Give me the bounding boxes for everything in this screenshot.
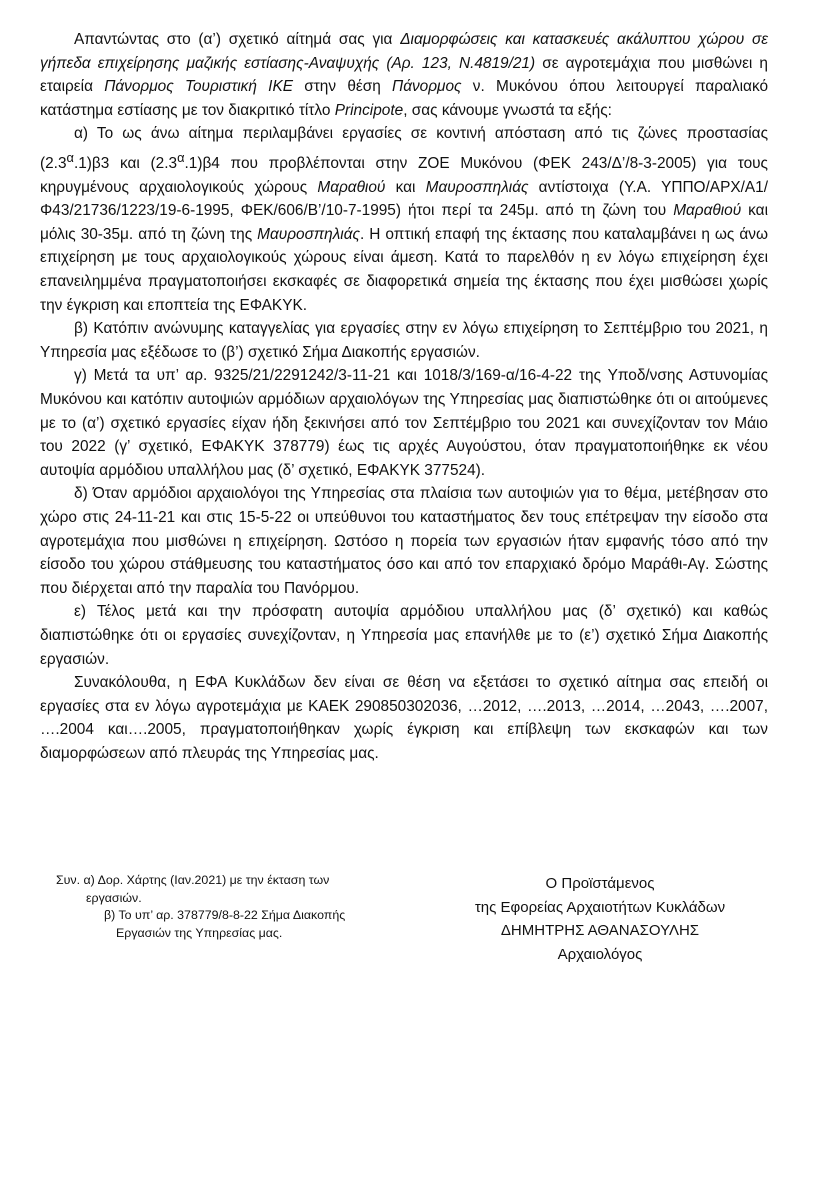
paragraph-c: γ) Μετά τα υπ’ αρ. 9325/21/2291242/3-11-21 και 1018/3/169-α/16-4-22 της Υποδ/νσης Αστυνομίας Μυκόνου και κατόπιν αυτοψιών αρμόδιων αρχαιολόγων της Υπηρεσίας μας διαπιστώθηκε ότι οι αιτούμενες με το (α’) σχετικό εργασίες είχαν ήδη ξεκινήσει από τον Σεπτέμβριο του 2021 και συνεχίζονταν τον Μάιο του 2022 (γ’ σχετικό, ΕΦΑΚΥΚ 378779) έως τις αρχές Αυγούστου, όταν πραγματοποιήθηκε εκ νέου αυτοψία αρμόδιου υπαλλήλου μας (δ’ σχετικό, ΕΦΑΚΥΚ 377524). — [40, 367, 768, 479]
signatory-office: της Εφορείας Αρχαιοτήτων Κυκλάδων — [474, 898, 726, 916]
paragraph-d: δ) Όταν αρμόδιοι αρχαιολόγοι της Υπηρεσίας στα πλαίσια των αυτοψιών για το θέμα, μετέβησαν στο χώρο στις 24-11-21 και στις 15-5-22 οι υπεύθυνοι του καταστήματος δεν τους επέτρεψαν την είσοδο στα αγροτεμάχια που μισθώνει η επιχείρηση. Ωστόσο η πορεία των εργασιών ήταν εμφανής τόσο από την είσοδο του χώρου στάθμευσης του καταστήματος όσο και από τον επαρχιακό δρόμο Μαράθι-Αγ. Σώστης που διέρχεται από την παραλία του Πανόρμου. — [40, 485, 768, 597]
conclusion-paragraph: Συνακόλουθα, η ΕΦΑ Κυκλάδων δεν είναι σε θέση να εξετάσει το σχετικό αίτημα σας επειδή οι εργασίες στα εν λόγω αγροτεμάχια με ΚΑΕΚ 290850302036, …2012, ….2013, …2014, …2043, ….2007, ….2004 και….2005, πραγματοποιήθηκαν χωρίς έγκριση και επίβλεψη των εκσκαφών και των διαμορφώσεων από πλευράς της Υπηρεσίας μας. — [40, 674, 768, 762]
signature-block — [450, 872, 750, 966]
business-title: Principote — [334, 101, 404, 119]
attachment-item: β) Το υπ’ αρ. 378779/8-8-22 Σήμα Διακοπής Εργασιών της Υπηρεσίας μας. — [104, 908, 346, 940]
request-subject: Διαμορφώσεις και κατασκευές ακάλυπτου χώρου σε γήπεδα επιχείρησης μαζικής εστίασης-Αναψυχής (Αρ. 123, Ν.4819/21) — [40, 31, 768, 72]
location-name: Πάνορμος — [392, 78, 462, 96]
signatory-position: Ο Προϊστάμενος — [545, 875, 655, 892]
signatory-name: ΔΗΜΗΤΡΗΣ ΑΘΑΝΑΣΟΥΛΗΣ — [500, 922, 700, 939]
attachments-list — [56, 872, 366, 942]
intro-paragraph: Απαντώντας στο (α’) σχετικό αίτημά σας για Διαμορφώσεις και κατασκευές ακάλυπτου χώρου σε γήπεδα επιχείρησης μαζικής εστίασης-Αναψυχής (Αρ. 123, Ν.4819/21) σε αγροτεμάχια που μισθώνει η εταιρεία Πάνορμος Τουριστική ΙΚΕ στην θέση Πάνορμος ν. Μυκόνου όπου λειτουργεί παραλιακό κατάστημα εστίασης με τον διακριτικό τίτλο Principote, σας κάνουμε γνωστά τα εξής: — [40, 31, 769, 119]
paragraph-a: α) Το ως άνω αίτημα περιλαμβάνει εργασίες σε κοντινή απόσταση από τις ζώνες προστασίας $(2.3^\alpha.1)\beta 3$ και $(2.3^\alpha.1)\beta 4$ που προβλέπονται στην ΖΟΕ Μυκόνου (ΦΕΚ 243/Δ’/8-3-2005) για τους κηρυγμένους αρχαιολογικούς χώρους Μαραθιού και Μαυροσπηλιάς αντίστοιχα (Υ.Α. ΥΠΠΟ/ΑΡΧ/Α1/Φ43/21736/1223/19-6-1995, ΦΕΚ/606/Β’/10-7-1995) ήτοι περί τα 245μ. από τη ζώνη του Μαραθιού και μόλις 30-35μ. από τη ζώνη της Μαυροσπηλιάς. Η οπτική επαφή της έκτασης που καταλαμβάνει η ως άνω επιχείρηση με τους αρχαιολογικούς χώρους είναι άμεση. Κατά το παρελθόν η εν λόγω επιχείρηση έχει επανειλημμένα πραγματοποιήσει εκσκαφές σε διαφορετικά σημεία της έκτασης που έχει μισθώσει χωρίς την έγκριση και εποπτεία της ΕΦΑΚΥΚ. — [40, 125, 768, 314]
paragraph-b: β) Κατόπιν ανώνυμης καταγγελίας για εργασίες στην εν λόγω επιχείρηση το Σεπτέμβριο του 2021, η Υπηρεσία μας εξέδωσε το (β’) σχετικό Σήμα Διακοπής εργασιών. — [40, 320, 768, 361]
letter-body — [40, 28, 768, 766]
company-name: Πάνορμος Τουριστική ΙΚΕ — [104, 78, 293, 96]
paragraph-e: ε) Τέλος μετά και την πρόσφατη αυτοψία αρμόδιου υπαλλήλου μας (δ’ σχετικό) και καθώς διαπιστώθηκε ότι οι εργασίες συνεχίζονταν, η Υπηρεσία μας επανήλθε με το (ε’) σχετικό Σήμα Διακοπής εργασιών. — [40, 603, 768, 668]
signatory-title: Αρχαιολόγος — [557, 945, 643, 963]
attachment-item: Συν. α) Δορ. Χάρτης (Ιαν.2021) με την έκταση των εργασιών. — [56, 873, 330, 905]
